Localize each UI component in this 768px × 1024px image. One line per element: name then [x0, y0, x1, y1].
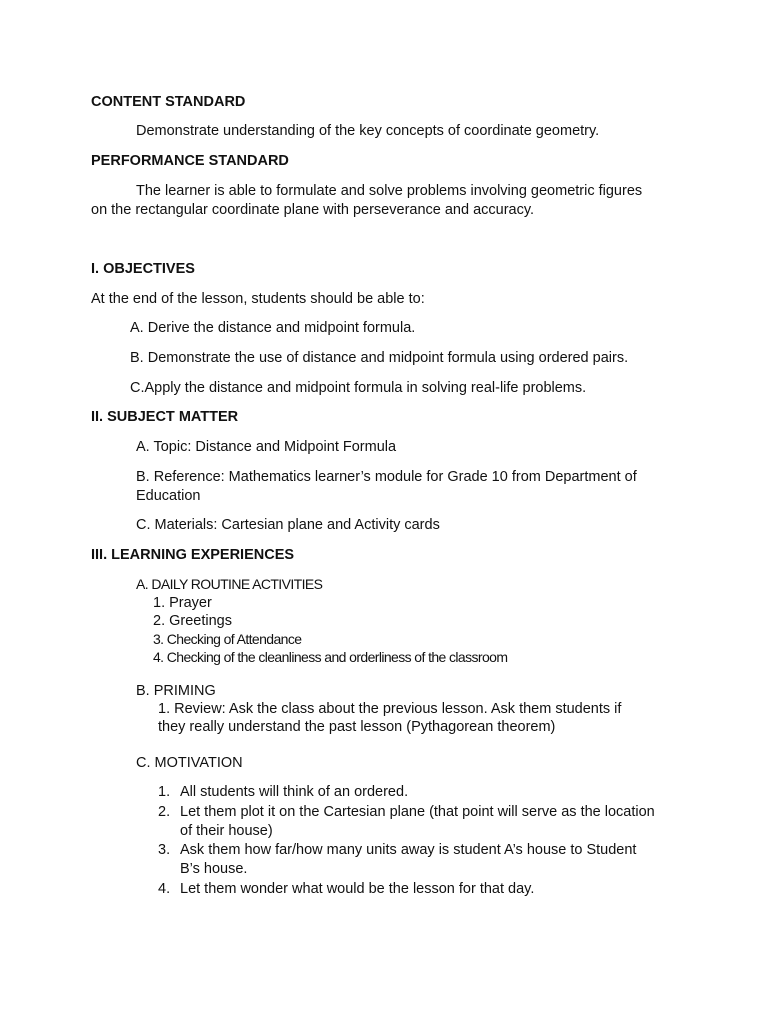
motivation-item-text-continued: of their house) — [180, 823, 273, 839]
daily-routine-item: 3. Checking of Attendance — [153, 631, 302, 647]
content-standard-text: Demonstrate understanding of the key concepts of coordinate geometry. — [136, 123, 600, 139]
subject-matter-heading: II. SUBJECT MATTER — [91, 409, 239, 425]
objective-item: B. Demonstrate the use of distance and midpoint formula using ordered pairs. — [130, 350, 629, 366]
motivation-item-text: Let them wonder what would be the lesson for that day. — [180, 881, 535, 897]
objectives-heading: I. OBJECTIVES — [91, 261, 195, 277]
motivation-item-number: 1. — [158, 784, 171, 800]
priming-heading: B. PRIMING — [136, 683, 216, 699]
performance-standard-text-line2: on the rectangular coordinate plane with perseverance and accuracy. — [91, 202, 535, 218]
performance-standard-text-line1: The learner is able to formulate and solve problems involving geometric figures — [136, 183, 643, 199]
motivation-item-text: Let them plot it on the Cartesian plane (that point will serve as the location — [180, 804, 655, 820]
daily-routine-heading: A. DAILY ROUTINE ACTIVITIES — [136, 576, 323, 592]
priming-review-line1: 1. Review: Ask the class about the previous lesson. Ask them students if — [158, 701, 622, 717]
daily-routine-item: 2. Greetings — [153, 613, 232, 629]
subject-matter-reference-line2: Education — [136, 488, 201, 504]
objective-item: A. Derive the distance and midpoint formula. — [130, 320, 416, 336]
motivation-item-text-continued: B’s house. — [180, 861, 248, 877]
subject-matter-topic: A. Topic: Distance and Midpoint Formula — [136, 439, 397, 455]
motivation-item-number: 3. — [158, 842, 171, 858]
motivation-item-text: Ask them how far/how many units away is student A’s house to Student — [180, 842, 637, 858]
learning-experiences-heading: III. LEARNING EXPERIENCES — [91, 547, 295, 563]
subject-matter-materials: C. Materials: Cartesian plane and Activity cards — [136, 517, 440, 533]
motivation-item-number: 2. — [158, 804, 171, 820]
subject-matter-reference-line1: B. Reference: Mathematics learner’s module for Grade 10 from Department of — [136, 469, 637, 485]
priming-review-line2: they really understand the past lesson (Pythagorean theorem) — [158, 719, 556, 735]
daily-routine-item: 4. Checking of the cleanliness and orderliness of the classroom — [153, 649, 508, 665]
objective-item: C.Apply the distance and midpoint formula in solving real-life problems. — [130, 380, 587, 396]
motivation-item-text: All students will think of an ordered. — [180, 784, 409, 800]
motivation-heading: C. MOTIVATION — [136, 755, 243, 771]
daily-routine-item: 1. Prayer — [153, 595, 212, 611]
performance-standard-heading: PERFORMANCE STANDARD — [91, 153, 289, 169]
motivation-item-number: 4. — [158, 881, 171, 897]
content-standard-heading: CONTENT STANDARD — [91, 94, 246, 110]
objectives-intro: At the end of the lesson, students should be able to: — [91, 291, 425, 307]
